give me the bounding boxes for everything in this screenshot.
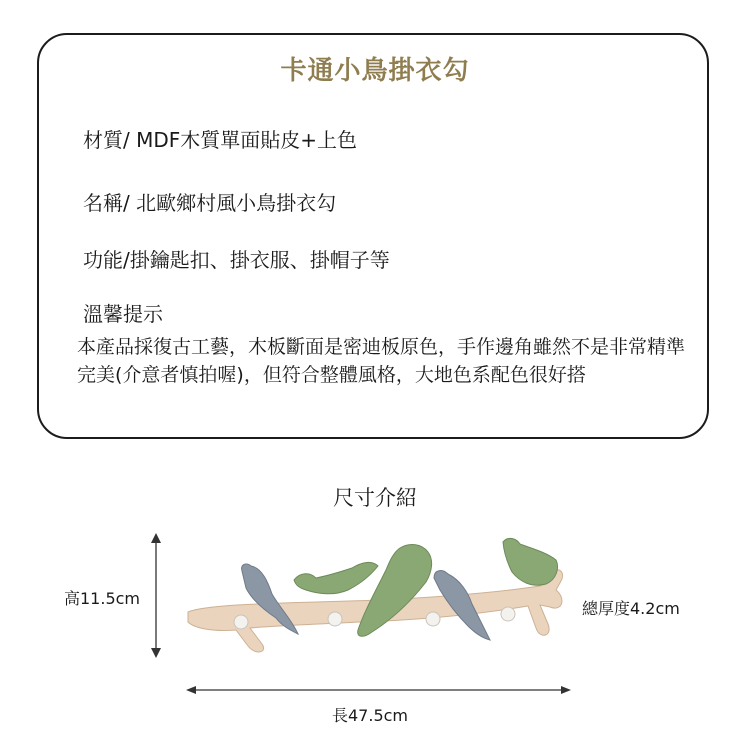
width-label: 長47.5cm <box>332 706 409 725</box>
bird-green-large <box>358 545 432 637</box>
notice-body: 本產品採復古工藝，木板斷面是密迪板原色，手作邊角雖然不是非常精準完美(介意者慎拍喔)，但符合整體風格，大地色系配色很好搭 <box>77 336 686 386</box>
product-title: 卡通小鳥掛衣勾 <box>280 56 470 86</box>
bird-green-right <box>503 538 558 585</box>
size-heading: 尺寸介紹 <box>333 486 417 510</box>
function-text: 功能/掛鑰匙扣、掛衣服、掛帽子等 <box>83 248 390 272</box>
notice-heading: 溫馨提示 <box>83 302 163 326</box>
material-text: 材質/ MDF木質單面貼皮+上色 <box>83 128 358 152</box>
height-label: 高11.5cm <box>64 589 141 608</box>
name-text: 名稱/ 北歐鄉村風小鳥掛衣勾 <box>83 191 337 215</box>
bird-green-flying <box>294 562 378 593</box>
depth-label: 總厚度4.2cm <box>582 599 680 618</box>
width-dimension-arrow <box>186 686 571 694</box>
height-dimension-arrow <box>151 533 161 658</box>
